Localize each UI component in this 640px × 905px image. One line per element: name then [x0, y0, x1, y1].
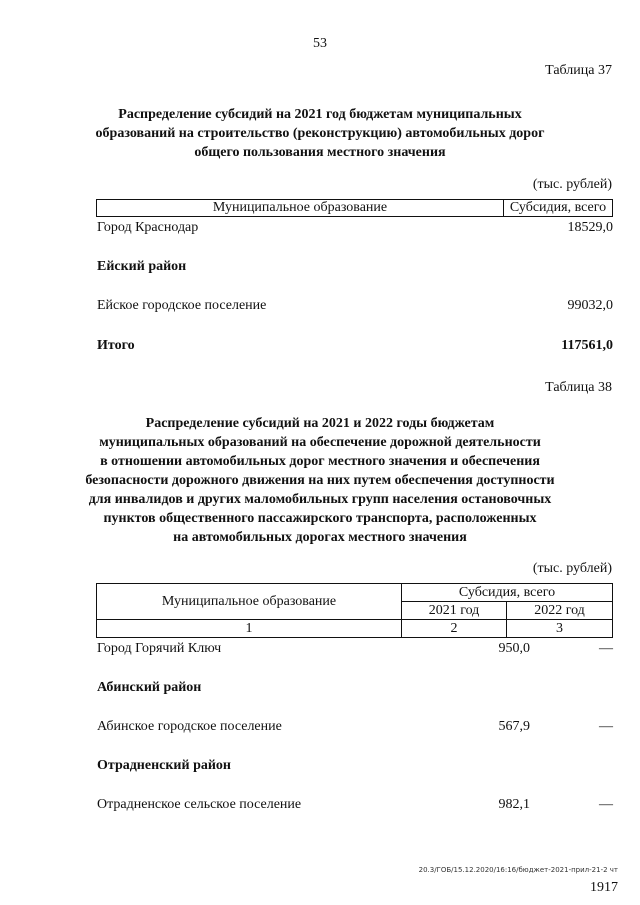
row-name: Город Горячий Ключ	[97, 641, 222, 656]
row-name: Ейский район	[97, 259, 187, 274]
title-line: на автомобильных дорогах местного значения	[173, 530, 467, 545]
row-name: Город Краснодар	[97, 220, 199, 235]
header-subsidy-total: Субсидия, всего	[402, 584, 613, 602]
title-line: в отношении автомобильных дорог местного значения и обеспечения	[100, 454, 540, 469]
column-number-3: 3	[507, 620, 613, 638]
row-value-2021: 567,9	[498, 719, 530, 734]
row-name: Итого	[97, 338, 135, 353]
row-name: Отрадненский район	[97, 758, 231, 773]
table-38-title	[60, 414, 580, 547]
column-number-2: 2	[402, 620, 507, 638]
title-line: образований на строительство (реконструкцию) автомобильных дорог	[95, 126, 545, 141]
table-37-header	[96, 199, 613, 217]
row-value: 18529,0	[567, 220, 613, 235]
title-line: общего пользования местного значения	[194, 145, 446, 160]
table-38-header	[96, 583, 613, 638]
row-name: Ейское городское поселение	[97, 298, 267, 313]
table-37-title	[60, 105, 580, 162]
footer-document-code: 20.3/ГОБ/15.12.2020/16:16/бюджет-2021-прил-21-2 чт	[418, 866, 618, 874]
title-line: для инвалидов и других маломобильных групп населения остановочных	[88, 492, 552, 507]
title-line: муниципальных образований на обеспечение дорожной деятельности	[99, 435, 541, 450]
row-value: 99032,0	[567, 298, 613, 313]
table-38-units: (тыс. рублей)	[532, 561, 612, 576]
title-line: Распределение субсидий на 2021 год бюджетам муниципальных	[118, 107, 522, 122]
footer-sheet-number: 1917	[590, 880, 618, 895]
row-name: Абинский район	[97, 680, 202, 695]
header-year-2022: 2022 год	[507, 602, 613, 620]
header-subsidy-total: Субсидия, всего	[504, 200, 613, 217]
row-value: 117561,0	[561, 338, 613, 353]
title-line: Распределение субсидий на 2021 и 2022 годы бюджетам	[145, 416, 495, 431]
page-number: 53	[313, 36, 327, 51]
column-number-1: 1	[97, 620, 402, 638]
header-year-2021: 2021 год	[402, 602, 507, 620]
row-name: Абинское городское поселение	[97, 719, 282, 734]
row-value-2022: —	[599, 719, 613, 734]
title-line: пунктов общественного пассажирского транспорта, расположенных	[103, 511, 537, 526]
header-municipality: Муниципальное образование	[97, 200, 504, 217]
table-38-label: Таблица 38	[545, 380, 612, 395]
row-name: Отрадненское сельское поселение	[97, 797, 302, 812]
title-line: безопасности дорожного движения на них путем обеспечения доступности	[85, 473, 555, 488]
table-37-units: (тыс. рублей)	[532, 177, 612, 192]
header-municipality: Муниципальное образование	[97, 584, 402, 620]
row-value-2021: 982,1	[498, 797, 530, 812]
row-value-2022: —	[599, 641, 613, 656]
row-value-2022: —	[599, 797, 613, 812]
row-value-2021: 950,0	[498, 641, 530, 656]
table-37-label: Таблица 37	[545, 63, 612, 78]
